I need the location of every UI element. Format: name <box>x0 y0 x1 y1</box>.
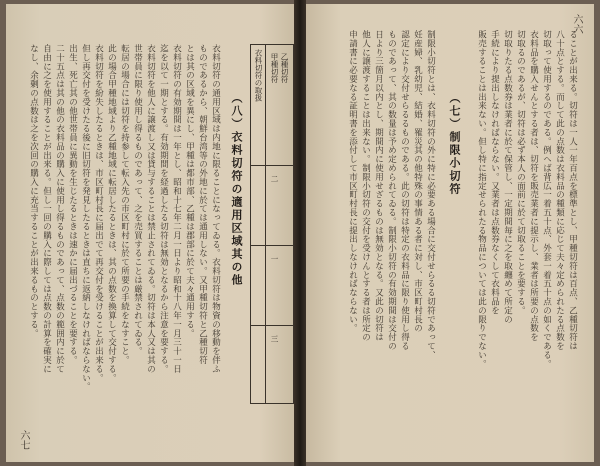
body-text-line: 申請書に必要なる証明書を添付して市区町村長に提出しなければならない。 <box>347 30 358 333</box>
book-gutter <box>294 0 306 466</box>
body-text-line: 出生、死亡其の他世帯員に異動を生じたるときは速かに届出づることを要する。 <box>67 44 78 365</box>
left-page <box>6 4 294 462</box>
table-cell: 二 <box>270 175 279 183</box>
body-text-line: 衣料切符の通用区域は内地に限ることになってゐる。衣料切符は物資の移動を伴ふ <box>210 44 221 374</box>
section-heading: （八）衣料切符の適用区域其の他 <box>230 92 243 287</box>
body-text-line: 他人に譲渡することは出来ない。制限小切符の交付を受けんとする者は所定の <box>360 30 371 342</box>
table-divider <box>251 325 293 326</box>
body-text-line: ものであるから、朝鮮台湾等の外地に於ては通用しない。又甲種切符と乙種切符 <box>197 44 208 365</box>
coupon-table-header: 衣料切符の取扱 <box>254 49 263 102</box>
body-text-line: 世帯員に限り使用し得るものであって、之を売買することは厳禁されてゐる。 <box>132 44 143 356</box>
body-text-line: 妊産婦、乳幼児、結婚、罹災其の他特殊の事情ある者に対し、市区町村長の <box>412 30 423 333</box>
left-page-number: 六七 <box>18 430 29 450</box>
right-page <box>306 4 594 462</box>
body-text-line: 二十五点は其の他の衣料品の購入に使用し得るものであって、点数の範囲内に於て <box>54 44 65 374</box>
body-text-line: 自由に之を使用することが出来る。但し一回の購入に際しては点数の計算を確実に <box>41 44 52 374</box>
table-cell: 甲種切符 <box>270 53 279 83</box>
body-text-line: 販売することは出来ない。但し特に指定せられたる物品については此の限りでない。 <box>476 30 487 369</box>
table-divider <box>251 165 293 166</box>
body-text-line: なし、余剰の点数は之を次回の購入に充当することが出来るものとする。 <box>28 44 39 338</box>
body-text-line: ものであって、其の数量は予め定められてゐる。制限小切符の有効期間は交付の <box>386 30 397 351</box>
body-text-line: 八十点とする。而して此の点数は衣料品の種類に応じて夫々定められたる点数を <box>554 30 565 351</box>
body-text-line: ることが出来る。切符は一人一年百点を標準とし、甲種切符は百点、乙種切符は <box>567 30 578 351</box>
table-divider <box>265 45 266 403</box>
body-text-line: 日より三箇月以内とし、期間内に使用せざるものは無効となる。又此の切符は <box>373 30 384 342</box>
table-divider <box>251 245 293 246</box>
body-text-line: 手続により提出しなければならない。又業者は点数券なくして衣料品を <box>489 30 500 315</box>
body-text-line: 切取るのであるが、切符は必ず本人の面前に於て切取ることを要する。 <box>515 30 526 315</box>
body-text-line: とは其の区域を異にし、甲種は都市部、乙種は郡部に於て夫々通用する。 <box>184 44 195 338</box>
table-cell: 乙種切符 <box>280 53 289 83</box>
body-text-line: 制限小切符とは、衣料切符の外に特に必要ある場合に交付せらるる切符であって、 <box>425 30 436 360</box>
body-text-line: 衣料切符の有効期間は一年とし、昭和十七年二月一日より昭和十八年一月三十一日 <box>171 44 182 374</box>
body-text-line: 衣料切符を紛失したるときは、市区町村長に届出でて再交付を受けることが出来る。 <box>93 44 104 383</box>
body-text-line: 此の場合甲種地域より乙種地域に転居したるときは、其の点数を換算して交付する。 <box>106 44 117 383</box>
table-cell: 三 <box>270 335 279 343</box>
body-text-line: 切取りたる点数券は業者に於て保管し、一定期間毎に之を取纏めて所定の <box>502 30 513 324</box>
table-cell: 一 <box>270 255 279 263</box>
body-text-line: 衣料品を購入せんとする者は、切符を販売業者に提示し、業者は所要の点数を <box>528 30 539 342</box>
body-text-line: 認定により交付せらるるものである。此の切符は特定の衣料品に限り使用し得る <box>399 30 410 351</box>
body-text-line: 切取って使用するのである。例へば背広一着五十点、外套一着五十点の如くである。 <box>541 30 552 369</box>
body-text-line: 衣料切符を他人に譲渡し又は貸与することは禁止されてゐる。切符は本人又は其の <box>145 44 156 374</box>
coupon-table <box>250 44 294 404</box>
section-heading: （七）制限小切符 <box>448 92 461 196</box>
right-page-number: 六六 <box>571 14 582 34</box>
body-text-line: 転居の場合には切符を持参して転入先の市区町村に於て所要の手続をなすこと。 <box>119 44 130 365</box>
body-text-line: 迄を以て一期とする。有効期間を経過したる切符は無効となるから注意を要する。 <box>158 44 169 374</box>
body-text-line: 但し再交付を受けたる後に旧切符を発見したるときは直ちに返納しなければならない。 <box>80 44 91 392</box>
